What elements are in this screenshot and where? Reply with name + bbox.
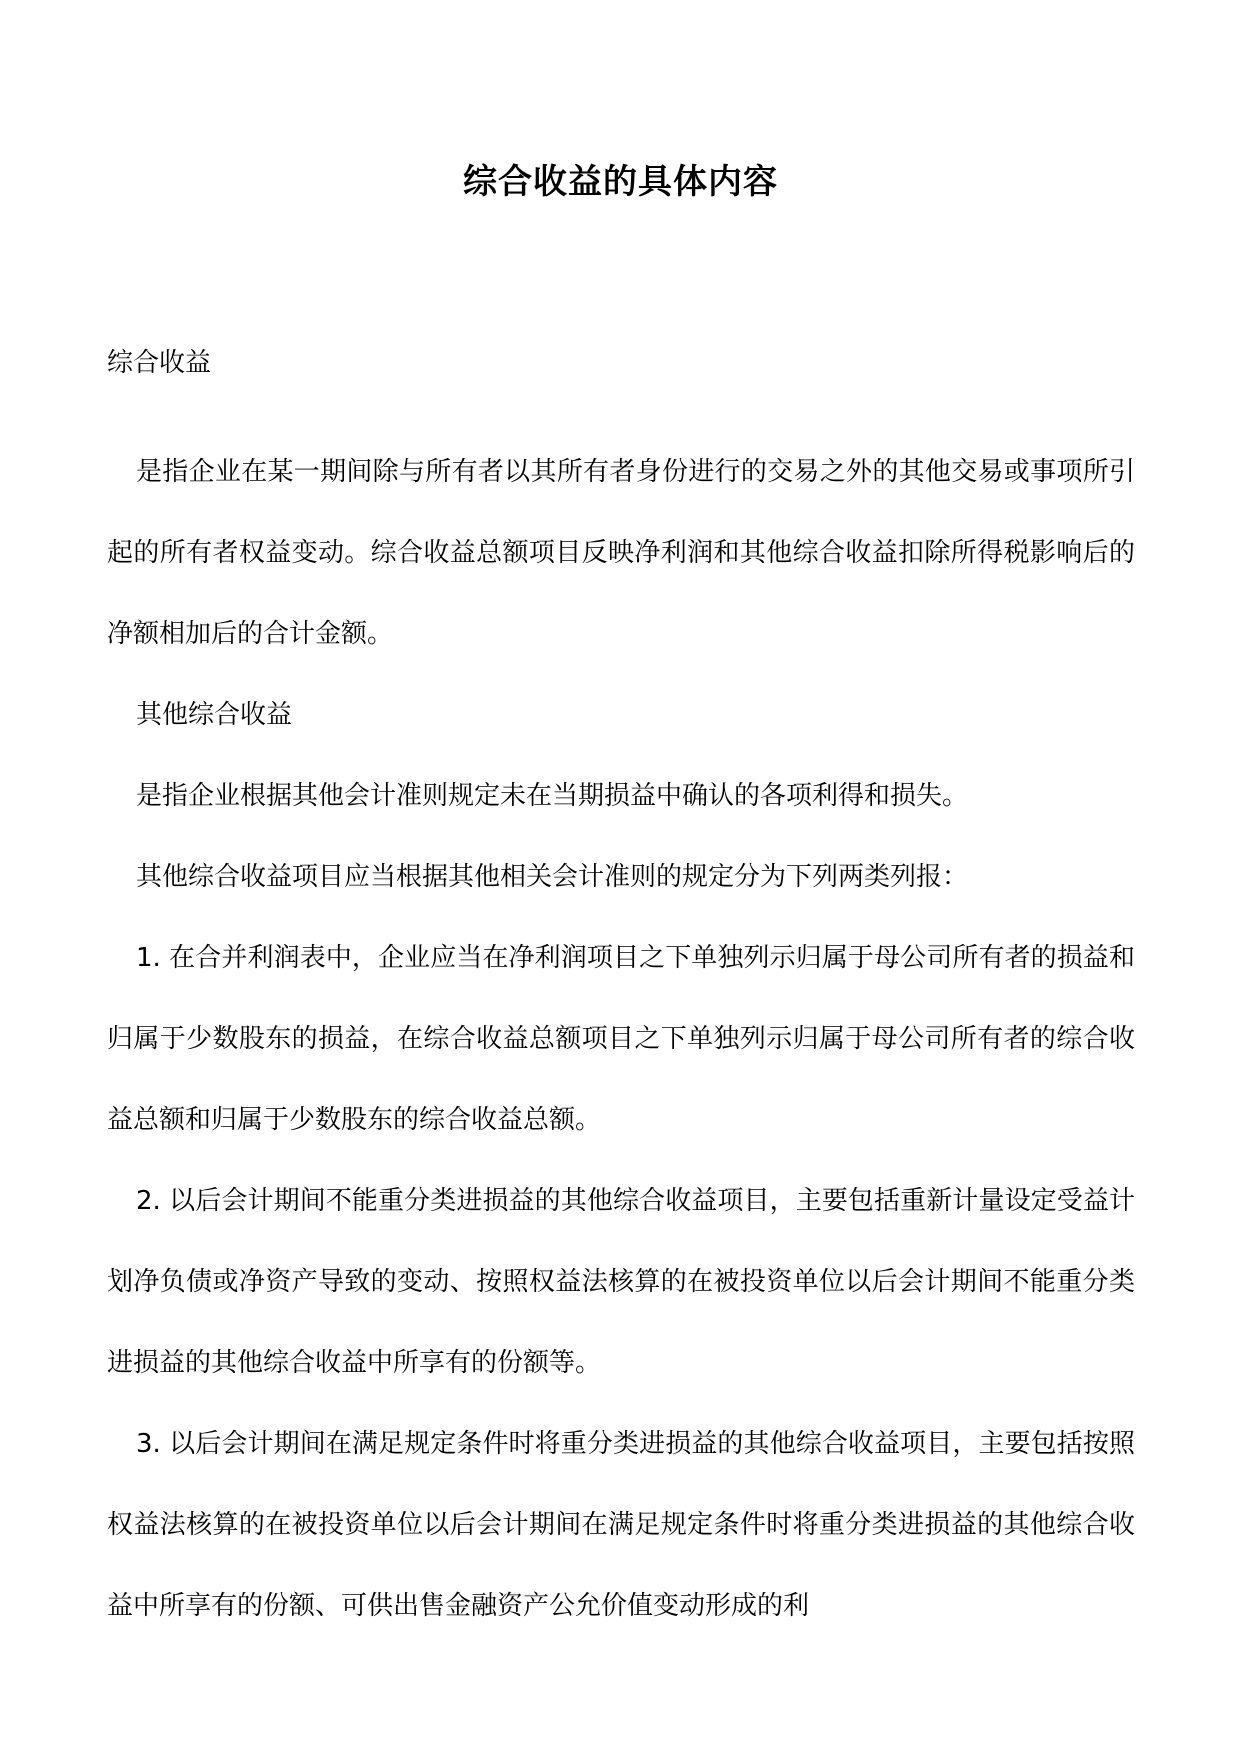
paragraph-other-definition: 是指企业根据其他会计准则规定未在当期损益中确认的各项利得和损失。 [136,781,969,811]
paragraph-item-3: 3. 以后会计期间在满足规定条件时将重分类进损益的其他综合收益项目，主要包括按照权益法核算的在被投资单位以后会计期间在满足规定条件时将重分类进损益的其他综合收益中所享有的份额、可供出售金融资产公允价值变动形成的利 [107,1429,1135,1621]
paragraph-item-2: 2. 以后会计期间不能重分类进损益的其他综合收益项目，主要包括重新计量设定受益计划净负债或净资产导致的变动、按照权益法核算的在被投资单位以后会计期间不能重分类进损益的其他综合收益中所享有的份额等。 [107,1186,1135,1378]
paragraph-definition: 是指企业在某一期间除与所有者以其所有者身份进行的交易之外的其他交易或事项所引起的所有者权益变动。综合收益总额项目反映净利润和其他综合收益扣除所得税影响后的净额相加后的合计金额。 [107,457,1135,649]
document-title: 综合收益的具体内容 [463,162,778,202]
document-body [107,432,1135,1647]
section-heading: 综合收益 [107,348,212,378]
paragraph-classification: 其他综合收益项目应当根据其他相关会计准则的规定分为下列两类列报： [136,862,969,892]
paragraph-item-1: 1. 在合并利润表中，企业应当在净利润项目之下单独列示归属于母公司所有者的损益和归属于少数股东的损益，在综合收益总额项目之下单独列示归属于母公司所有者的综合收益总额和归属于少数股东的综合收益总额。 [107,943,1135,1135]
paragraph-subheading: 其他综合收益 [136,700,293,730]
